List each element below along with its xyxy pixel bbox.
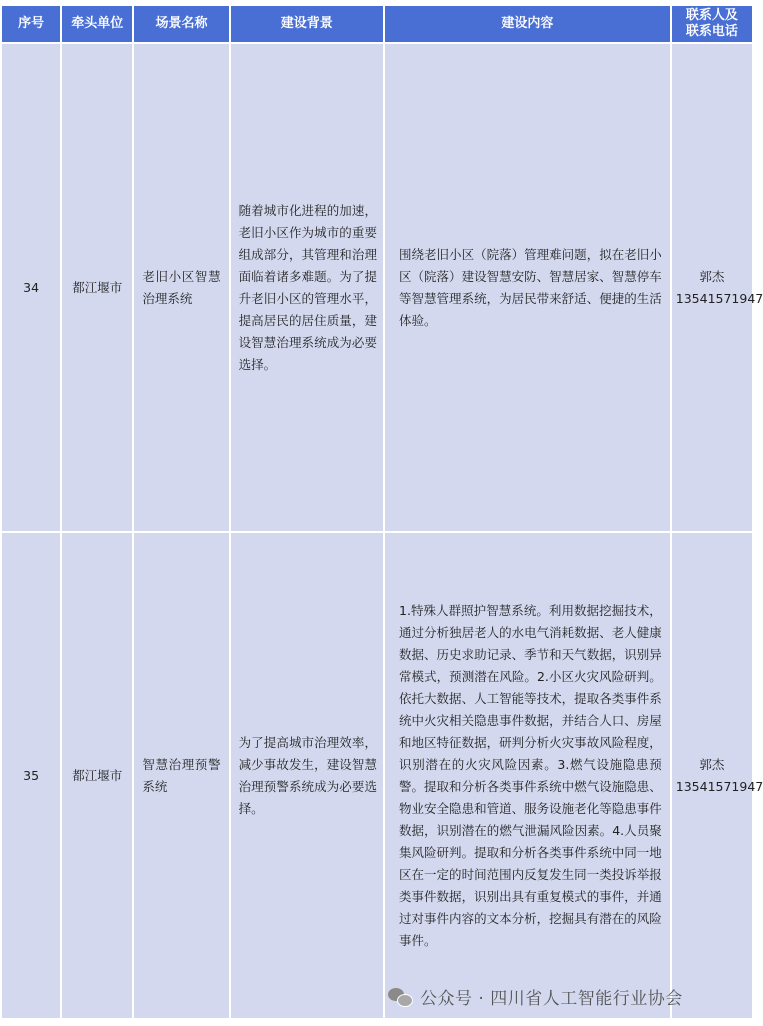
cell-contact: [672, 44, 763, 531]
contact-phone: 13541571947: [675, 290, 763, 306]
cell-contact: [672, 533, 763, 1018]
header-contact-line2: 联系电话: [685, 24, 738, 39]
header-content: 建设内容: [385, 6, 670, 42]
header-contact: [672, 6, 752, 42]
cell-content: 1.特殊人群照护智慧系统。利用数据挖掘技术，通过分析独居老人的水电气消耗数据、老人健康数据、历史求助记录、季节和天气数据，识别异常模式，预测潜在风险。2.小区火灾风险研判。依托大数据、人工智能等技术，提取各类事件系统中火灾相关隐患事件数据，并结合人口、房屋和地区特征数据，研判分析火灾事故风险程度，识别潜在的火灾风险因素。3.燃气设施隐患预警。提取和分析各类事件系统中燃气设施隐患、物业安全隐患和管道、服务设施老化等隐患事件数据，识别潜在的燃气泄漏风险因素。4.人员聚集风险研判。提取和分析各类事件系统中同一地区在一定的时间范围内反复发生同一类投诉举报类事件数据，识别出具有重复模式的事件，并通过对事件内容的文本分析，挖掘具有潜在的风险事件。: [385, 533, 670, 1018]
cell-scene-name: 智慧治理预警系统: [134, 533, 228, 1018]
header-background: 建设背景: [231, 6, 383, 42]
cell-background: 为了提高城市治理效率，减少事故发生，建设智慧治理预警系统成为必要选择。: [231, 533, 383, 1018]
table-header-row: [2, 6, 752, 42]
header-scene-name: 场景名称: [134, 6, 228, 42]
header-lead-unit: 牵头单位: [62, 6, 132, 42]
wechat-icon: [388, 986, 414, 1008]
table-row: [2, 533, 752, 1018]
cell-content: 围绕老旧小区（院落）管理难问题，拟在老旧小区（院落）建设智慧安防、智慧居家、智慧停车等智慧管理系统，为居民带来舒适、便捷的生活体验。: [385, 44, 670, 531]
cell-background: 随着城市化进程的加速，老旧小区作为城市的重要组成部分，其管理和治理面临着诸多难题。为了提升老旧小区的管理水平，提高居民的居住质量，建设智慧治理系统成为必要选择。: [231, 44, 383, 531]
cell-seq: 35: [2, 533, 60, 1018]
header-contact-line1: 联系人及: [685, 8, 738, 23]
cell-seq: 34: [2, 44, 60, 531]
scene-table: [0, 4, 763, 1020]
watermark-text: 公众号 · 四川省人工智能行业协会: [420, 989, 683, 1009]
watermark: [388, 984, 683, 1009]
header-seq: 序号: [2, 6, 60, 42]
cell-lead-unit: 都江堰市: [62, 533, 132, 1018]
contact-name: 郭杰: [699, 756, 725, 772]
contact-name: 郭杰: [699, 268, 725, 284]
cell-scene-name: 老旧小区智慧治理系统: [134, 44, 228, 531]
cell-lead-unit: 都江堰市: [62, 44, 132, 531]
table-row: [2, 44, 752, 531]
contact-phone: 13541571947: [675, 778, 763, 794]
